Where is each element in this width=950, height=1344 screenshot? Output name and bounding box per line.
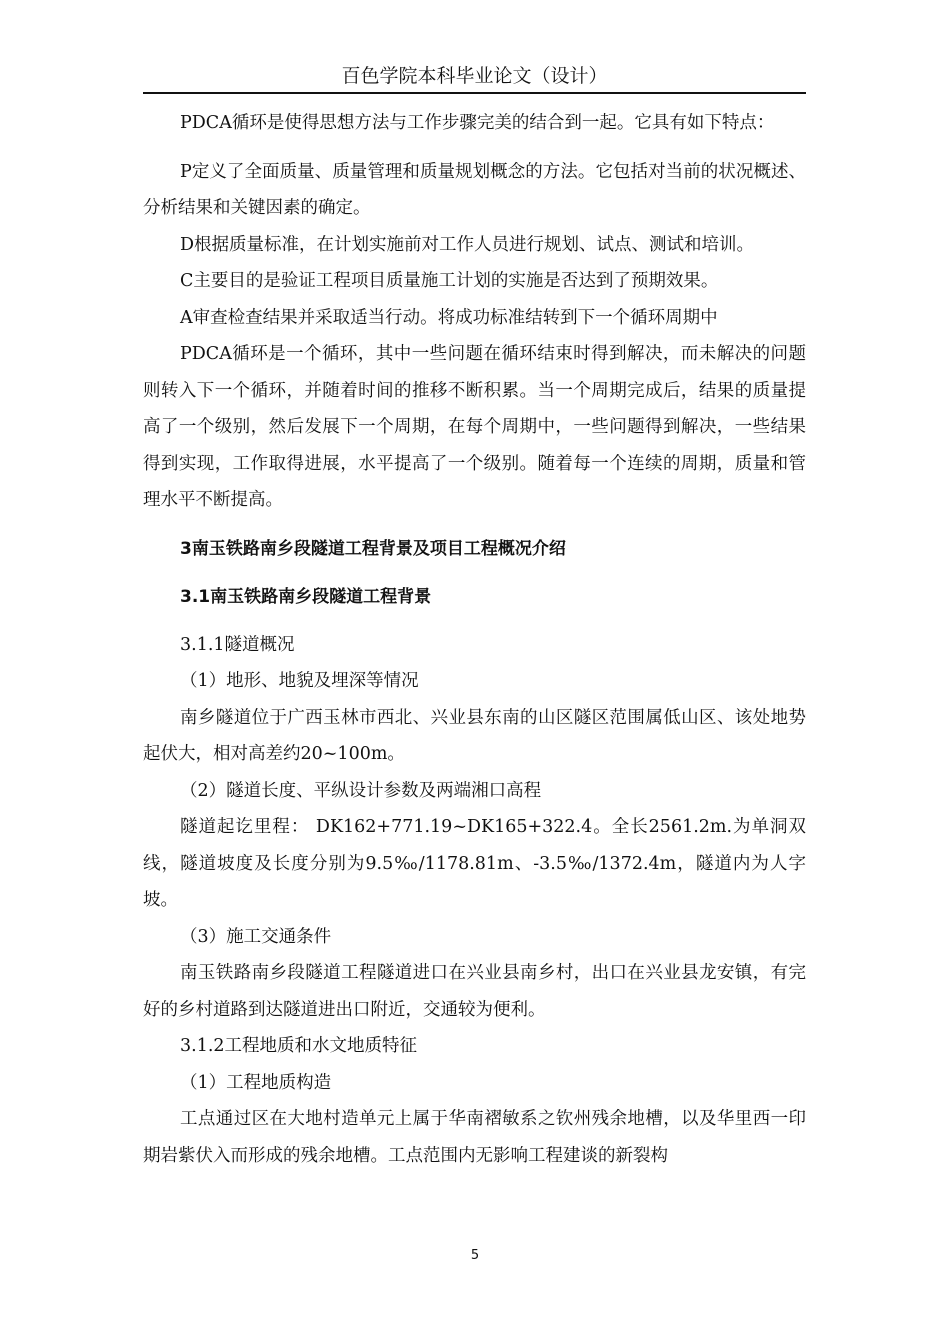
spacer (143, 615, 806, 627)
page-header-title: 百色学院本科毕业论文（设计） (341, 65, 608, 87)
header-divider (143, 92, 806, 94)
paragraph-pdca-intro: PDCA循环是使得思想方法与工作步骤完美的结合到一起。它具有如下特点： (180, 113, 775, 133)
spacer (143, 519, 806, 531)
spacer (143, 567, 806, 579)
paragraph-p-step: P定义了全面质量、质量管理和质量规划概念的方法。它包括对当前的状况概述、分析结果和关键因素的确定。 (143, 161, 806, 218)
section-3-1-heading: 3.1南玉铁路南乡段隧道工程背景 (180, 586, 432, 607)
paragraph-terrain: 南乡隧道位于广西玉林市西北、兴业县东南的山区隧区范围属低山区、该处地势起伏大，相对高差约20~100m。 (143, 707, 806, 764)
paragraph-d-step: D根据质量标准，在计划实施前对工作人员进行规划、试点、测试和培训。 (180, 234, 755, 255)
subsection-3-1-1: 3.1.1隧道概况 (180, 634, 295, 655)
list-item-geology: （1）工程地质构造 (180, 1072, 332, 1093)
spacer (143, 142, 806, 154)
page-number: 5 (470, 1248, 480, 1263)
paragraph-tunnel-length: 隧道起讫里程： DK162+771.19~DK165+322.4。全长2561.2m.为单洞双线，隧道坡度及长度分别为9.5‰/1178.81m、-3.5‰/1372.4m，隧道内为人字坡。 (143, 817, 806, 910)
paragraph-c-step: C主要目的是验证工程项目质量施工计划的实施是否达到了预期效果。 (180, 271, 719, 291)
paragraph-traffic: 南玉铁路南乡段隧道工程隧道进口在兴业县南乡村，出口在兴业县龙安镇，有完好的乡村道路到达隧道进出口附近，交通较为便利。 (143, 963, 806, 1020)
list-item-tunnel-length: （2）隧道长度、平纵设计参数及两端湘口高程 (180, 780, 542, 801)
section-3-heading: 3南玉铁路南乡段隧道工程背景及项目工程概况介绍 (180, 538, 566, 559)
paragraph-a-step: A审查检查结果并采取适当行动。将成功标准结转到下一个循环周期中 (180, 307, 718, 328)
list-item-terrain: （1）地形、地貌及埋深等情况 (180, 671, 419, 691)
subsection-3-1-2: 3.1.2工程地质和水文地质特征 (180, 1036, 418, 1056)
paragraph-pdca-cycle: PDCA循环是一个循环，其中一些问题在循环结束时得到解决，而未解决的问题则转入下一个循环，并随着时间的推移不断积累。当一个周期完成后，结果的质量提高了一个级别，然后发展下一个周期，在每个周期中，一些问题得到解决，一些结果得到实现，工作取得进展，水平提高了一个级别。随着每一个连续的周期，质量和管理水平不断提高。 (143, 344, 806, 510)
paragraph-geology: 工点通过区在大地村造单元上属于华南褶敏系之钦州残余地槽，以及华里西一印期岩紫伏入而形成的残余地槽。工点范围内无影响工程建谈的新裂构 (143, 1109, 806, 1166)
document-body (143, 105, 806, 1174)
list-item-traffic: （3）施工交通条件 (180, 926, 332, 947)
